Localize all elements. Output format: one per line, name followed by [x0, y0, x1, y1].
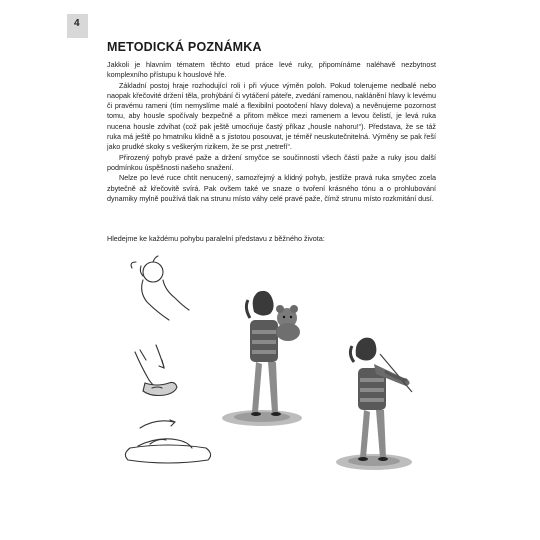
child-with-teddy-illustration: [222, 291, 302, 426]
section-heading: METODICKÁ POZNÁMKA: [107, 40, 262, 54]
hand-apple-sketch-icon: [131, 256, 189, 320]
illustration-caption: Hledejme ke každému pohybu paralelní představu z běžného života:: [107, 234, 325, 243]
paragraph-3: Přirozený pohyb pravé paže a držení smyčce se součinností všech částí paže a ruky jsou další podmínkou úspěšnosti našeho snažení.: [107, 152, 436, 172]
paragraph-1: Jakkoli je hlavním tématem těchto etud práce levé ruky, připomínáme naléhavě nezbytnost komplexního přístupu k houslové hře.: [107, 60, 436, 80]
hand-pressing-sketch-icon: [135, 345, 177, 396]
page-number: 4: [74, 18, 80, 29]
paragraph-4: Nelze po levé ruce chtít nenucený, samozřejmý a klidný pohyb, jestliže pravá ruka smyčec zcela zbytečně až křečovitě svírá. Pak ovšem také ve snaze o tvoření krásného tónu a o prohlubování dynamiky mylně používá tlak na strunu místo váhy celé pravé paže, čímž strunu místo rozkmitání dusí.: [107, 173, 436, 203]
arm-pillow-sketch-icon: [125, 420, 210, 463]
child-with-violin-illustration: [336, 338, 412, 470]
paragraph-2: Základní postoj hraje rozhodující roli i při výuce výměn poloh. Pokud tolerujeme nedbalé nebo naopak křečovité držení těla, prohýbání či vytáčení páteře, zvedání ramenou, naklánění hlavy k levému či pravému rameni (tím nemyslíme malé a flexibilní pootočení hlavy doleva) a nevěnujeme pozornost tomu, aby housle spočívaly bezpečně a přitom měkce mezi ramenem a levou čelistí, je levá ruka nucena housle zdvihat (což pak ještě umocňuje častý příkaz „housle nahoru!“). Představa, že se táž ruka má ještě po hmatníku klidně a s jistotou posouvat, je téměř neuskutečnitelná. Výměny se pak řeší jako prudké skoky s veškerým rizikem, že se prst „netrefí“.: [107, 80, 436, 152]
